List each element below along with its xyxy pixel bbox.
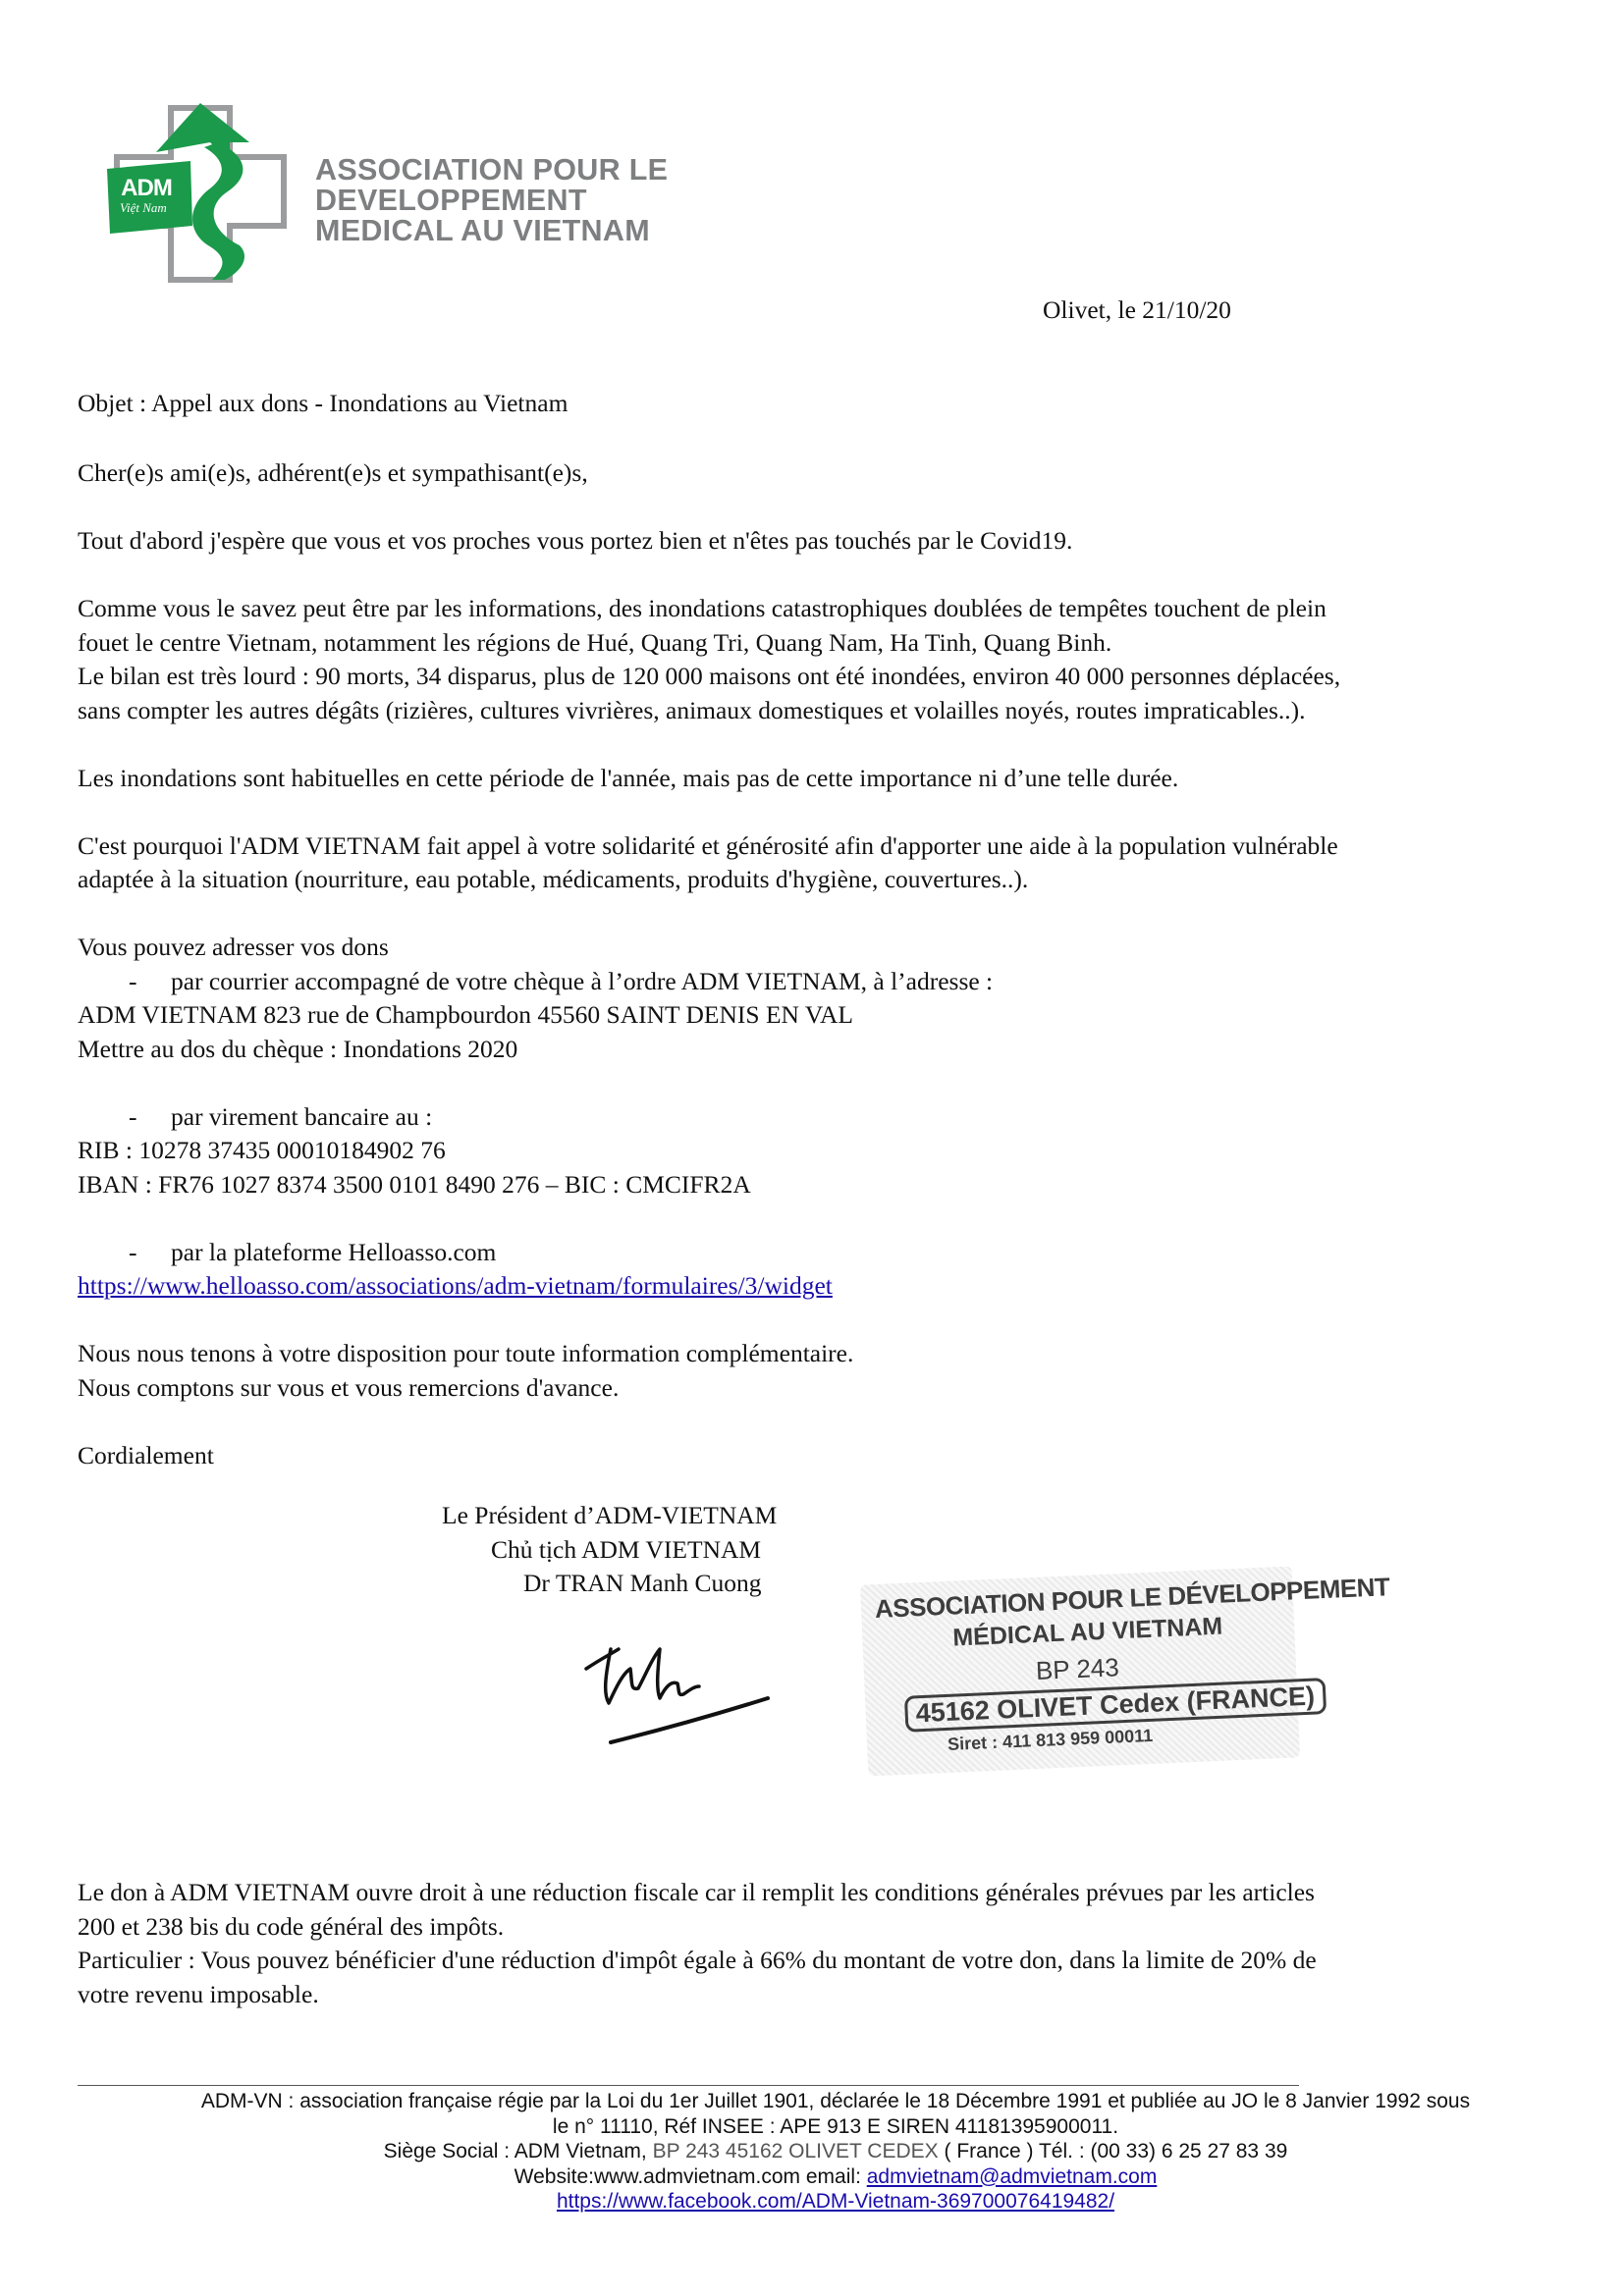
- letter-body: [78, 387, 1599, 1472]
- list-dash: -: [129, 966, 137, 995]
- signature-block: [442, 1499, 777, 1601]
- handwritten-signature: [581, 1629, 778, 1757]
- stamp-line-1: ASSOCIATION POUR LE DÉVELOPPEMENT: [874, 1572, 1390, 1625]
- closing-line-2: Nous comptons sur vous et vous remercions d'avance.: [78, 1372, 620, 1402]
- logo-line-1: ASSOCIATION POUR LE: [315, 153, 669, 187]
- paragraph-appeal-line: adaptée à la situation (nourriture, eau potable, médicaments, produits d'hygiène, couvertures..).: [78, 865, 1029, 893]
- stamp-line-2: MÉDICAL AU VIETNAM: [951, 1612, 1223, 1652]
- paragraph-floods-line: Comme vous le savez peut être par les informations, des inondations catastrophiques doublées de tempêtes touchent de plein: [78, 594, 1326, 622]
- paragraph-appeal-line: C'est pourquoi l'ADM VIETNAM fait appel à votre solidarité et générosité afin d'apporter une aide à la population vulnérable: [78, 830, 1338, 860]
- footer-line-4: [78, 2164, 1594, 2190]
- footer-seat-label: Siège Social : ADM Vietnam,: [383, 2140, 653, 2163]
- donation-helloasso-item: [78, 1236, 1599, 1270]
- footer-email-link[interactable]: admvietnam@admvietnam.com: [866, 2164, 1158, 2188]
- closing-line-1: Nous nous tenons à votre disposition pour toute information complémentaire.: [78, 1339, 854, 1367]
- sign-off: Cordialement: [78, 1440, 214, 1469]
- donation-bank-label: par virement bancaire au :: [171, 1101, 433, 1131]
- letter-greeting: Cher(e)s ami(e)s, adhérent(e)s et sympathisant(e)s,: [78, 458, 588, 487]
- footer-postal-box: BP 243 45162 OLIVET CEDEX: [652, 2140, 939, 2163]
- letter-footer: [78, 2089, 1594, 2215]
- stamp-line-3: BP 243: [1035, 1652, 1120, 1685]
- paragraph-season: Les inondations sont habituelles en cette période de l'année, mais pas de cette importance ni d’une telle durée.: [78, 763, 1179, 792]
- tax-deduction-note: [78, 1876, 1599, 2011]
- association-stamp: [860, 1566, 1390, 1776]
- paragraph-intro: Tout d'abord j'espère que vous et vos proches vous portez bien et n'êtes pas touchés par le Covid19.: [78, 526, 1073, 555]
- list-dash: -: [129, 1237, 137, 1266]
- donation-mail-item: [78, 965, 1599, 999]
- tax-line: 200 et 238 bis du code général des impôts.: [78, 1911, 505, 1941]
- letter-subject: Objet : Appel aux dons - Inondations au Vietnam: [78, 389, 568, 417]
- helloasso-link[interactable]: https://www.helloasso.com/associations/adm-vietnam/formulaires/3/widget: [78, 1271, 833, 1300]
- logo-line-3: MEDICAL AU VIETNAM: [315, 214, 650, 247]
- footer-line-3: [78, 2139, 1594, 2164]
- donation-bank-item: [78, 1100, 1599, 1135]
- paragraph-floods-line: fouet le centre Vietnam, notamment les régions de Hué, Quang Tri, Quang Nam, Ha Tinh, Quang Binh.: [78, 627, 1112, 657]
- signatory-title-vn: Chủ tịch ADM VIETNAM: [491, 1534, 762, 1564]
- paragraph-floods-line: Le bilan est très lourd : 90 morts, 34 disparus, plus de 120 000 maisons ont été inondées, environ 40 000 personnes déplacées,: [78, 662, 1341, 690]
- donation-mail-address: ADM VIETNAM 823 rue de Champbourdon 45560 SAINT DENIS EN VAL: [78, 1000, 853, 1029]
- footer-line-1: ADM-VN : association française régie par la Loi du 1er Juillet 1901, déclarée le 18 Décembre 1991 et publiée au JO le 8 Janvier 1992 sous: [200, 2090, 1471, 2112]
- logo-line-2: DEVELOPPEMENT: [315, 184, 587, 217]
- paragraph-floods-line: sans compter les autres dégâts (rizières, cultures vivrières, animaux domestiques et volailles noyés, routes impraticables..).: [78, 695, 1306, 724]
- tax-line: Le don à ADM VIETNAM ouvre droit à une réduction fiscale car il remplit les conditions générales prévues par les articles: [78, 1878, 1315, 1906]
- logo-badge-text: ADM: [121, 175, 172, 201]
- footer-line-2: le n° 11110, Réf INSEE : APE 913 E SIREN 41181395900011.: [552, 2114, 1119, 2138]
- organization-logo: [102, 98, 672, 285]
- tax-line: votre revenu imposable.: [78, 1979, 319, 2008]
- signatory-name: Dr TRAN Manh Cuong: [523, 1569, 762, 1597]
- donation-intro: Vous pouvez adresser vos dons: [78, 933, 389, 961]
- logo-badge-subtext: Việt Nam: [120, 200, 167, 215]
- donation-helloasso-label: par la plateforme Helloasso.com: [171, 1237, 497, 1266]
- list-dash: -: [129, 1101, 137, 1131]
- letter-date: Olivet, le 21/10/20: [1043, 295, 1231, 324]
- bank-rib: RIB : 10278 37435 00010184902 76: [78, 1136, 446, 1164]
- tax-line: Particulier : Vous pouvez bénéficier d'une réduction d'impôt égale à 66% du montant de votre don, dans la limite de 20% de: [78, 1946, 1317, 1974]
- footer-website: Website:www.admvietnam.com email:: [514, 2164, 867, 2188]
- footer-phone: ( France ) Tél. : (00 33) 6 25 27 83 39: [938, 2140, 1288, 2163]
- footer-facebook-link[interactable]: https://www.facebook.com/ADM-Vietnam-369700076419482/: [556, 2190, 1115, 2213]
- footer-divider: [78, 2085, 1299, 2086]
- logo-wordmark: [315, 155, 668, 246]
- bank-iban: IBAN : FR76 1027 8374 3500 0101 8490 276 – BIC : CMCIFR2A: [78, 1169, 751, 1199]
- donation-mail-note: Mettre au dos du chèque : Inondations 2020: [78, 1034, 518, 1063]
- stamp-line-5: Siret : 411 813 959 00011: [947, 1725, 1154, 1754]
- stamp-line-4: 45162 OLIVET Cedex (FRANCE): [904, 1678, 1326, 1733]
- footer-line-5: [78, 2189, 1594, 2215]
- donation-mail-label: par courrier accompagné de votre chèque à l’ordre ADM VIETNAM, à l’adresse :: [171, 966, 994, 995]
- signatory-title-fr: Le Président d’ADM-VIETNAM: [442, 1501, 778, 1529]
